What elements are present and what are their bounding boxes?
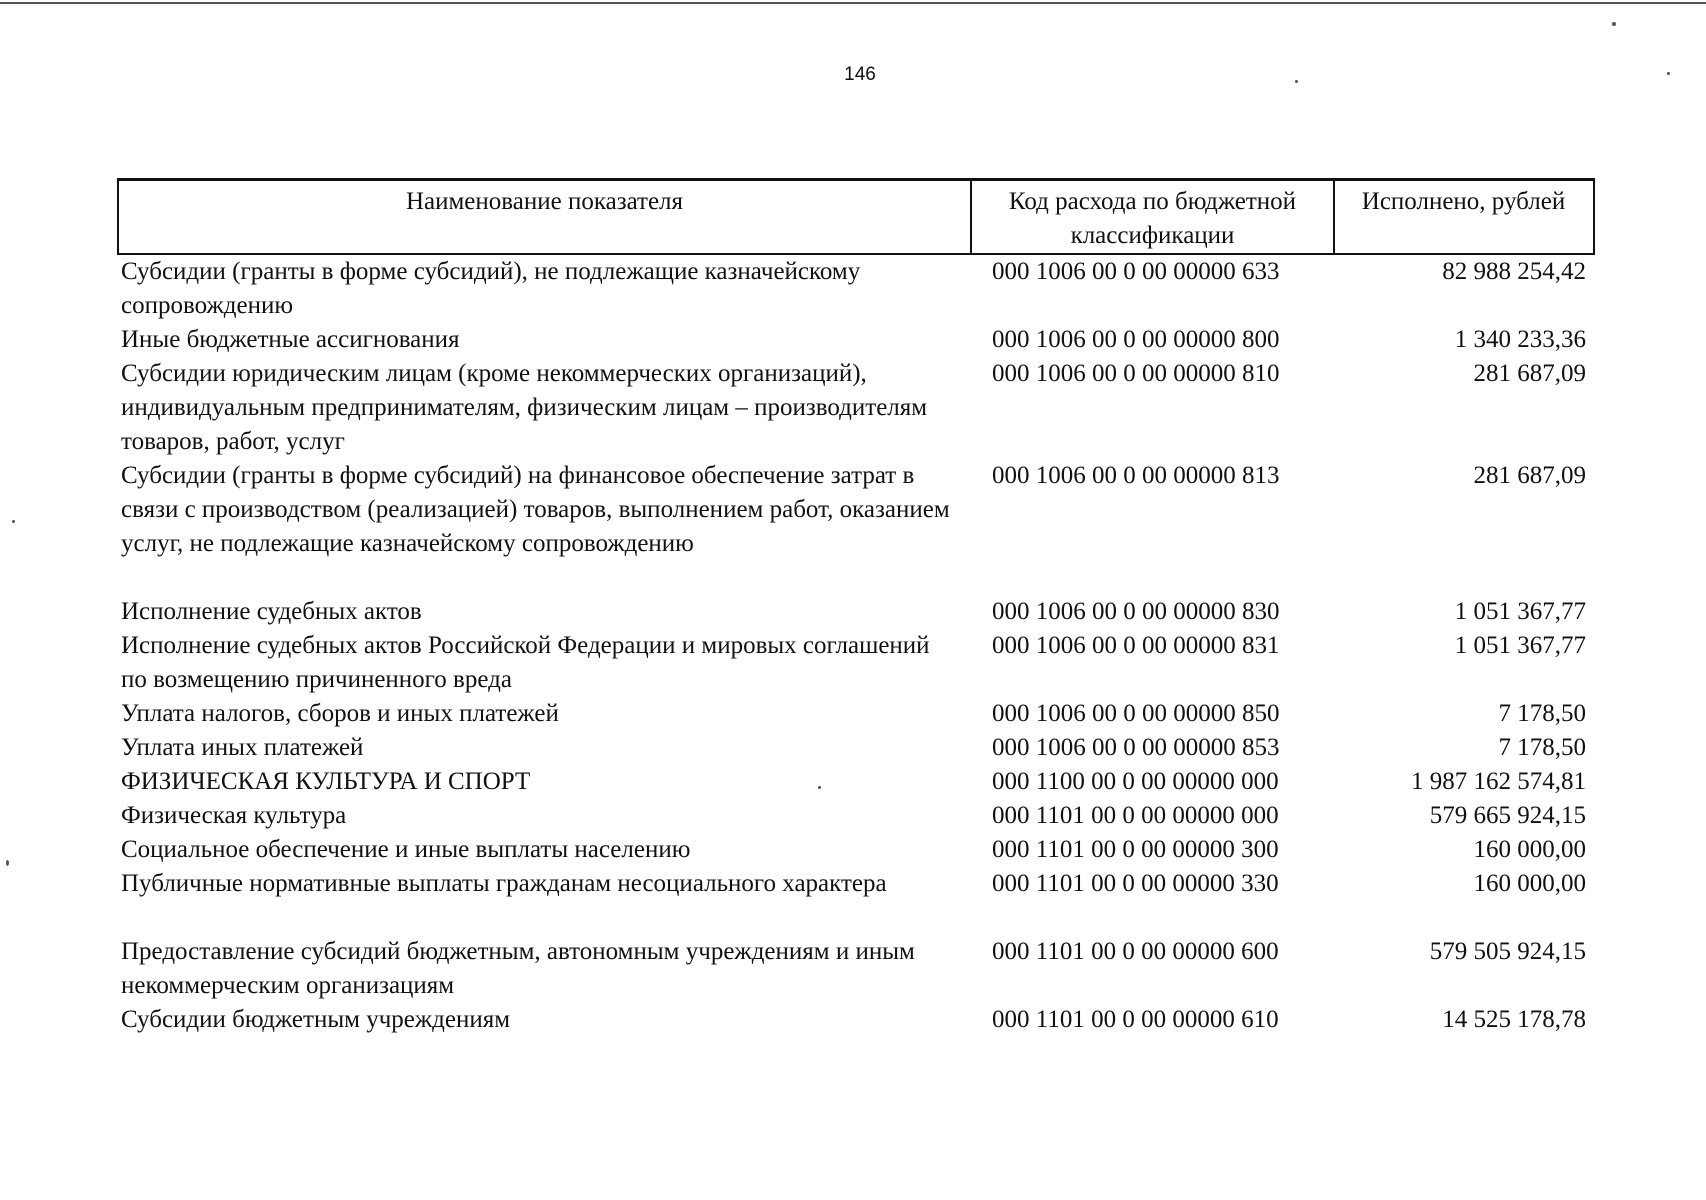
table-row (117, 765, 1595, 799)
row-name: Уплата иных платежей (121, 734, 364, 761)
table-row (117, 697, 1595, 731)
row-code: 000 1006 00 0 00 00000 813 (992, 462, 1280, 489)
scan-speck (1612, 22, 1616, 26)
row-amount: 1 051 367,77 (1454, 598, 1586, 625)
row-code: 000 1006 00 0 00 00000 633 (992, 258, 1280, 285)
row-name: Субсидии (гранты в форме субсидий), не подлежащие казначейскому сопровождению (121, 258, 861, 319)
header-indicator-name: Наименование показателя (119, 181, 972, 253)
row-amount: 1 340 233,36 (1454, 326, 1586, 353)
row-code: 000 1101 00 0 00 00000 610 (992, 1006, 1279, 1033)
row-amount: 1 987 162 574,81 (1411, 768, 1586, 795)
row-code: 000 1101 00 0 00 00000 330 (992, 870, 1279, 897)
scan-speck (12, 520, 15, 523)
row-code: 000 1101 00 0 00 00000 000 (992, 802, 1279, 829)
row-code: 000 1006 00 0 00 00000 800 (992, 326, 1280, 353)
row-name: Иные бюджетные ассигнования (121, 326, 460, 353)
row-amount: 7 178,50 (1498, 700, 1586, 727)
row-code: 000 1006 00 0 00 00000 850 (992, 700, 1280, 727)
row-name: Субсидии (гранты в форме субсидий) на финансовое обеспечение затрат в связи с производством (реализацией) товаров, выполнением работ, оказанием услуг, не подлежащие казначейскому сопровождению (121, 462, 950, 557)
row-amount: 579 665 924,15 (1429, 802, 1586, 829)
table-row (117, 935, 1595, 1003)
row-name: Публичные нормативные выплаты гражданам несоциального характера (121, 870, 887, 897)
table-header (117, 178, 1595, 255)
row-name: Исполнение судебных актов Российской Федерации и мировых соглашений по возмещению причиненного вреда (121, 632, 930, 693)
row-code: 000 1006 00 0 00 00000 810 (992, 360, 1280, 387)
top-border-line (0, 2, 1706, 4)
row-amount: 281 687,09 (1473, 360, 1586, 387)
row-code: 000 1101 00 0 00 00000 600 (992, 938, 1279, 965)
row-name: Субсидии юридическим лицам (кроме некоммерческих организаций), индивидуальным предпринимателям, физическим лицам – производителям товаров, работ, услуг (121, 360, 928, 455)
budget-execution-table (117, 178, 1595, 1037)
table-row (117, 323, 1595, 357)
row-name: Субсидии бюджетным учреждениям (121, 1006, 511, 1033)
table-row (117, 1003, 1595, 1037)
row-amount: 160 000,00 (1473, 836, 1586, 863)
table-row (117, 255, 1595, 323)
table-row (117, 629, 1595, 697)
row-amount: 14 525 178,78 (1442, 1006, 1586, 1033)
row-code: 000 1100 00 0 00 00000 000 (992, 768, 1279, 795)
row-code: 000 1006 00 0 00 00000 853 (992, 734, 1280, 761)
row-name: Исполнение судебных актов (121, 598, 422, 625)
table-row (117, 595, 1595, 629)
table-row (117, 833, 1595, 867)
scan-speck (6, 860, 9, 866)
row-amount: 7 178,50 (1498, 734, 1586, 761)
header-budget-code: Код расхода по бюджетной классификации (972, 181, 1335, 253)
row-amount: 579 505 924,15 (1429, 938, 1586, 965)
row-amount: 281 687,09 (1473, 462, 1586, 489)
row-code: 000 1101 00 0 00 00000 300 (992, 836, 1279, 863)
header-executed-amount: Исполнено, рублей (1361, 188, 1566, 215)
row-name: Предоставление субсидий бюджетным, автономным учреждениям и иным некоммерческим организациям (121, 938, 915, 999)
page-number: 146 (844, 64, 876, 85)
row-name: Физическая культура (121, 802, 347, 829)
row-amount: 82 988 254,42 (1442, 258, 1586, 285)
table-row (117, 357, 1595, 459)
table-row (117, 731, 1595, 765)
table-row (117, 799, 1595, 833)
row-amount: 1 051 367,77 (1454, 632, 1586, 659)
row-name: ФИЗИЧЕСКАЯ КУЛЬТУРА И СПОРТ (121, 768, 531, 795)
scan-speck (1667, 72, 1670, 75)
table-row (117, 459, 1595, 561)
row-name: Уплата налогов, сборов и иных платежей (121, 700, 559, 727)
row-code: 000 1006 00 0 00 00000 830 (992, 598, 1280, 625)
scan-speck (1295, 80, 1298, 83)
row-name: Социальное обеспечение и иные выплаты населению (121, 836, 691, 863)
row-amount: 160 000,00 (1473, 870, 1586, 897)
table-row (117, 867, 1595, 901)
row-code: 000 1006 00 0 00 00000 831 (992, 632, 1280, 659)
